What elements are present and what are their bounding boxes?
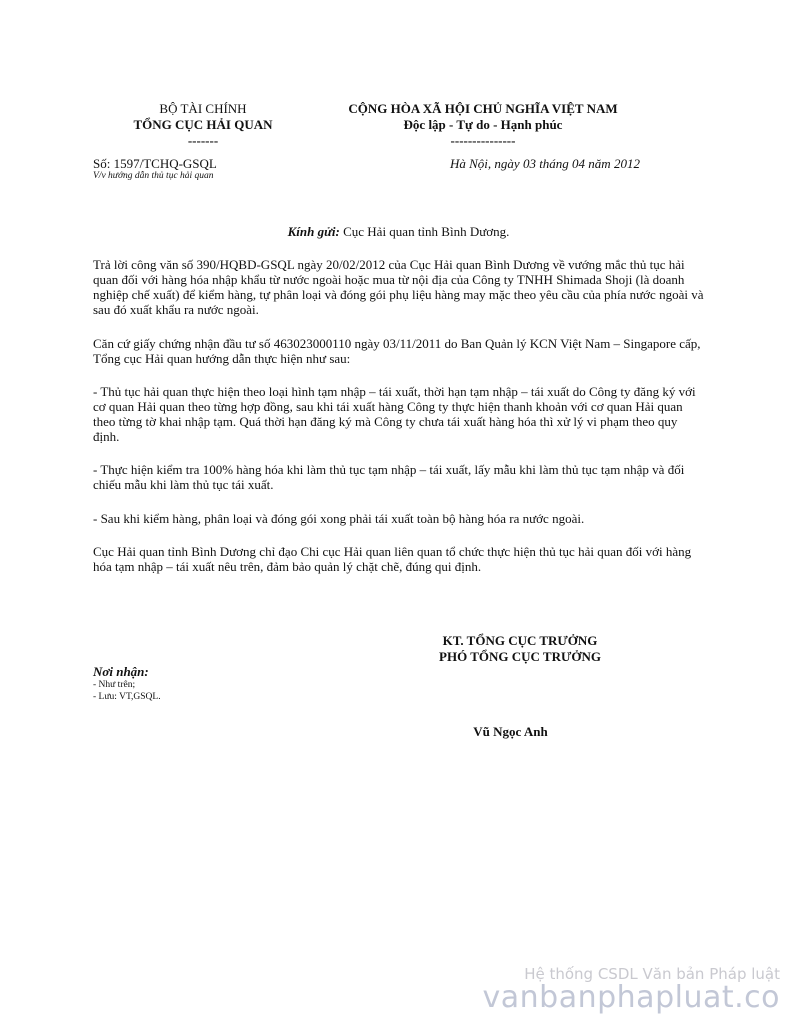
recipient-item: - Lưu: VT,GSQL. <box>93 692 161 702</box>
ministry-name: BỘ TÀI CHÍNH <box>159 101 247 116</box>
signature-title <box>400 633 640 665</box>
signature-title-line2: PHÓ TỔNG CỤC TRƯỞNG <box>439 649 601 664</box>
body-paragraph: - Sau khi kiểm hàng, phân loại và đóng gói xong phải tái xuất toàn bộ hàng hóa ra nước ngoài. <box>93 511 585 526</box>
watermark-caption: Hệ thống CSDL Văn bản Pháp luật <box>524 965 780 983</box>
recipient-item: - Như trên; <box>93 680 136 690</box>
signer-name: Vũ Ngọc Anh <box>473 724 548 739</box>
body-paragraph: - Thủ tục hải quan thực hiện theo loại hình tạm nhập – tái xuất, thời hạn tạm nhập – tái xuất do Công ty đăng ký với cơ quan Hải quan theo từng hợp đồng, sau khi tái xuất hàng Công ty thực hiện thanh khoản với cơ quan Hải quan theo từng tờ khai nhập tạm. Quá thời hạn đăng ký mà Công ty chưa tái xuất hàng hóa thì xử lý vi phạm theo quy định. <box>93 384 696 444</box>
header-right-rule: --------------- <box>450 133 516 148</box>
national-motto-block <box>318 101 648 149</box>
country-name: CỘNG HÒA XÃ HỘI CHỦ NGHĨA VIỆT NAM <box>348 101 618 116</box>
body-paragraph: Căn cứ giấy chứng nhận đầu tư số 463023000110 ngày 03/11/2011 do Ban Quản lý KCN Việt Nam – Singapore cấp, Tổng cục Hải quan hướng dẫn thực hiện như sau: <box>93 336 701 366</box>
recipients-title: Nơi nhận: <box>93 664 149 679</box>
agency-name: TỔNG CỤC HẢI QUAN <box>133 117 273 132</box>
body-paragraph: - Thực hiện kiểm tra 100% hàng hóa khi làm thủ tục tạm nhập – tái xuất, lấy mẫu khi làm thủ tục tạm nhập và đối chiếu mẫu khi làm thủ tục tái xuất. <box>93 462 685 492</box>
recipient-line <box>93 224 704 240</box>
date-place: Hà Nội, ngày 03 tháng 04 năm 2012 <box>450 156 640 171</box>
national-motto: Độc lập - Tự do - Hạnh phúc <box>403 117 563 132</box>
body-paragraph: Trả lời công văn số 390/HQBD-GSQL ngày 20/02/2012 của Cục Hải quan Bình Dương về vướng mắc thủ tục hải quan đối với hàng hóa nhập khẩu từ nước ngoài hoặc mua từ nội địa của Công ty TNHH Shimada Shoji (là doanh nghiệp chế xuất) để kiểm hàng, tự phân loại và đóng gói phụ liệu hàng may mặc theo yêu cầu của phía nước ngoài và sau đó xuất khẩu ra nước ngoài. <box>93 257 704 317</box>
signature-title-line1: KT. TỔNG CỤC TRƯỞNG <box>442 633 598 648</box>
header-left-rule: ------- <box>187 133 219 148</box>
body-paragraph: Cục Hải quan tỉnh Bình Dương chỉ đạo Chi cục Hải quan liên quan tổ chức thực hiện thủ tục hải quan đối với hàng hóa tạm nhập – tái xuất nêu trên, đảm bảo quản lý chặt chẽ, đúng qui định. <box>93 544 692 574</box>
document-subject: V/v hướng dẫn thủ tục hải quan <box>93 171 214 181</box>
watermark-site: vanbanphapluat.co <box>482 980 780 1015</box>
document-number: Số: 1597/TCHQ-GSQL <box>93 156 217 171</box>
recipient-label: Kính gửi: <box>287 224 340 239</box>
recipient-name: Cục Hải quan tỉnh Bình Dương. <box>343 224 510 239</box>
issuing-authority-block <box>108 101 298 149</box>
